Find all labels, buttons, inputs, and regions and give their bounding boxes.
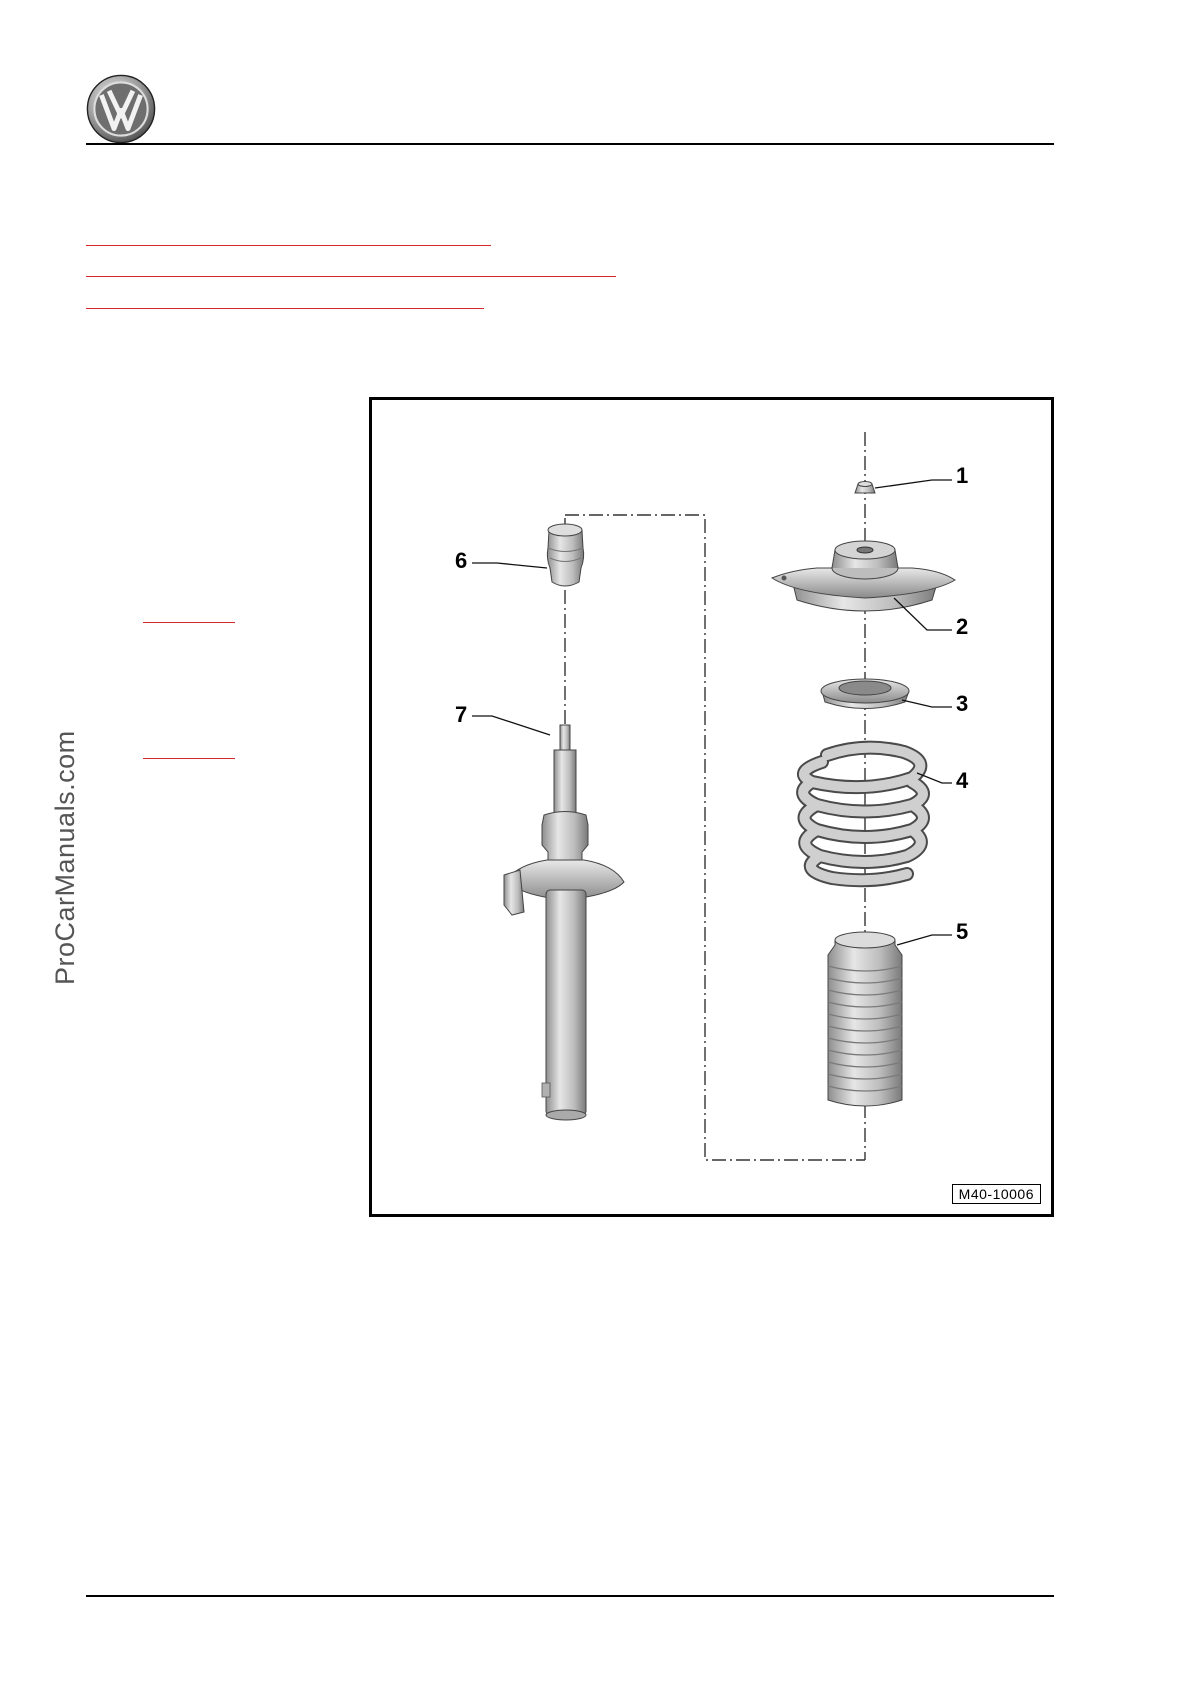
part-2-strut-mount xyxy=(772,541,955,611)
watermark: ProCarManuals.com xyxy=(50,730,80,985)
figure-id: M40-10006 xyxy=(952,1184,1041,1204)
callout-2: 2 xyxy=(956,614,969,639)
part-6-bump-stop xyxy=(547,524,583,586)
part-4-coil-spring xyxy=(803,748,923,881)
toc-link-3[interactable] xyxy=(86,308,484,309)
toc-link-2[interactable] xyxy=(86,276,616,277)
side-link-2[interactable] xyxy=(143,758,235,759)
footer-rule xyxy=(86,1595,1054,1597)
callout-7: 7 xyxy=(455,702,468,727)
callout-5: 5 xyxy=(956,919,969,944)
strut-diagram xyxy=(372,400,1057,1220)
callout-4: 4 xyxy=(956,768,969,793)
header-rule xyxy=(86,143,1054,145)
part-3-bearing xyxy=(821,679,909,709)
exploded-diagram xyxy=(369,397,1054,1217)
vw-logo-icon xyxy=(86,74,156,144)
part-5-protective-boot xyxy=(828,932,902,1106)
side-link-1[interactable] xyxy=(143,622,235,623)
toc-link-1[interactable] xyxy=(86,245,491,246)
callout-1: 1 xyxy=(956,463,969,488)
part-1-nut xyxy=(855,482,875,494)
callout-3: 3 xyxy=(956,691,969,716)
part-7-shock-absorber xyxy=(504,725,624,1120)
callout-6: 6 xyxy=(455,548,468,573)
